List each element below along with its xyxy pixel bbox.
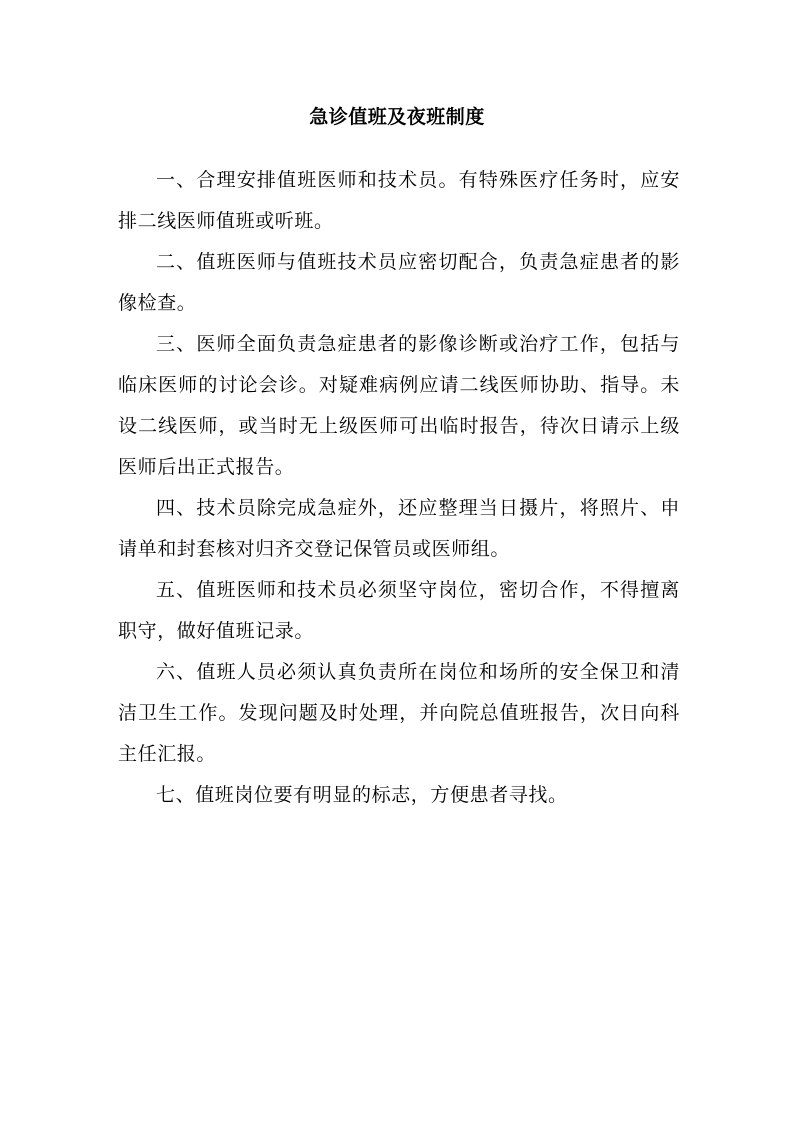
paragraph-7: 七、值班岗位要有明显的标志，方便患者寻找。 xyxy=(156,784,568,806)
paragraph-2: 二、值班医师与值班技术员应密切配合，负责急症患者的影像检查。 xyxy=(118,251,680,314)
paragraph-1: 一、合理安排值班医师和技术员。有特殊医疗任务时，应安排二线医师值班或听班。 xyxy=(118,169,680,232)
paragraph-5: 五、值班医师和技术员必须坚守岗位，密切合作，不得擅离职守，做好值班记录。 xyxy=(118,579,680,642)
document-body xyxy=(118,160,680,816)
paragraph-4: 四、技术员除完成急症外，还应整理当日摄片，将照片、申请单和封套核对归齐交登记保管员或医师组。 xyxy=(118,497,680,560)
paragraph-6: 六、值班人员必须认真负责所在岗位和场所的安全保卫和清洁卫生工作。发现问题及时处理，并向院总值班报告，次日向科主任汇报。 xyxy=(118,661,680,765)
paragraph-3: 三、医师全面负责急症患者的影像诊断或治疗工作，包括与临床医师的讨论会诊。对疑难病例应请二线医师协助、指导。未设二线医师，或当时无上级医师可出临时报告，待次日请示上级医师后出正式报告。 xyxy=(118,333,680,478)
document-title: 急诊值班及夜班制度 xyxy=(309,106,485,128)
